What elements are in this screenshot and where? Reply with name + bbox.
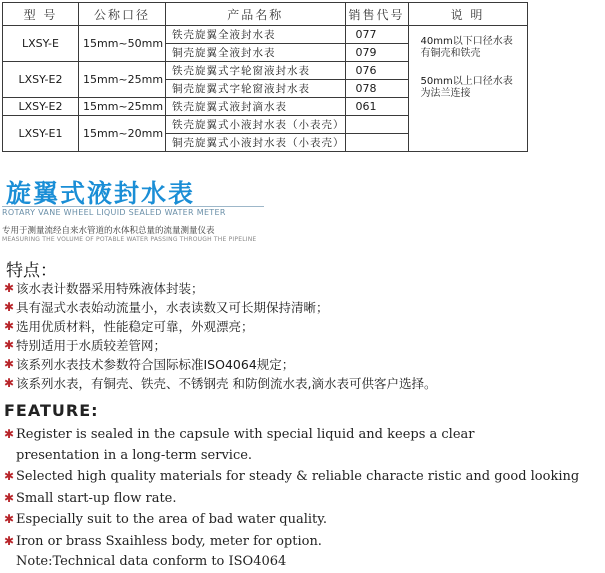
cell-sales-code bbox=[345, 116, 408, 134]
cell-model: LXSY-E bbox=[3, 26, 79, 62]
feature-text: Iron or brass Sxaihless body, meter for option. bbox=[16, 533, 322, 549]
list-item bbox=[4, 488, 579, 510]
asterisk-bullet-icon: ✱ bbox=[4, 281, 15, 295]
asterisk-bullet-icon: ✱ bbox=[4, 512, 15, 526]
list-item bbox=[4, 446, 579, 467]
cell-product-name: 铁壳旋翼式字轮窗液封水表 bbox=[166, 62, 346, 80]
cell-model: LXSY-E1 bbox=[3, 116, 79, 152]
feature-text: Register is sealed in the capsule with special liquid and keeps a clear bbox=[16, 427, 475, 442]
asterisk-bullet-icon: ✱ bbox=[4, 533, 15, 548]
cell-diameter: 15mm~50mm bbox=[79, 26, 166, 62]
list-item bbox=[4, 424, 579, 446]
list-item bbox=[4, 279, 436, 298]
cell-sales-code: 078 bbox=[345, 80, 408, 98]
header-product-name: 产品名称 bbox=[166, 3, 346, 26]
features-heading: 特点： bbox=[6, 261, 57, 281]
feature-text: Especially suit to the area of bad water quality. bbox=[16, 512, 328, 527]
list-item bbox=[4, 466, 579, 488]
cell-product-name: 铁壳旋翼式小液封水表（小表壳） bbox=[166, 116, 346, 134]
feature-text: 选用优质材料，性能稳定可靠，外观漂亮； bbox=[16, 319, 254, 334]
feature-text: 该系列水表技术参数符合国际标准ISO4064规定； bbox=[16, 357, 295, 372]
list-item bbox=[4, 355, 436, 374]
features-list bbox=[4, 279, 436, 393]
list-item bbox=[4, 298, 436, 317]
list-item bbox=[4, 509, 579, 531]
list-item bbox=[4, 374, 436, 393]
list-item bbox=[4, 531, 579, 553]
feature-heading-english: FEATURE: bbox=[4, 401, 99, 420]
cell-model: LXSY-E2 bbox=[3, 98, 79, 116]
cell-sales-code: 076 bbox=[345, 62, 408, 80]
cell-product-name: 铜壳旋翼式字轮窗液封水表 bbox=[166, 80, 346, 98]
features-list-english bbox=[4, 424, 579, 573]
header-model: 型 号 bbox=[3, 3, 79, 26]
cell-diameter: 15mm~25mm bbox=[79, 62, 166, 98]
cell-sales-code: 079 bbox=[345, 44, 408, 62]
feature-text: 具有湿式水表始动流量小，水表读数又可长期保持清晰； bbox=[16, 300, 329, 315]
feature-text: Small start-up flow rate. bbox=[16, 490, 177, 506]
asterisk-bullet-icon: ✱ bbox=[4, 300, 15, 314]
cell-product-name: 铁壳旋翼式液封滴水表 bbox=[166, 98, 346, 116]
table-header-row bbox=[3, 3, 528, 26]
product-subtitle: 专用于测量流经自来水管道的水体积总量的流量测量仪表 bbox=[2, 226, 215, 236]
header-diameter: 公称口径 bbox=[79, 3, 166, 26]
cell-product-name: 铜壳旋翼式小液封水表（小表壳） bbox=[166, 134, 346, 152]
cell-diameter: 15mm~25mm bbox=[79, 98, 166, 116]
list-item bbox=[4, 317, 436, 336]
table-row bbox=[3, 26, 528, 44]
cell-diameter: 15mm~20mm bbox=[79, 116, 166, 152]
cell-sales-code: 061 bbox=[345, 98, 408, 116]
asterisk-bullet-icon: ✱ bbox=[4, 319, 15, 333]
cell-sales-code: 077 bbox=[345, 26, 408, 44]
list-item bbox=[4, 552, 579, 573]
cell-model: LXSY-E2 bbox=[3, 62, 79, 98]
feature-text: Selected high quality materials for steady & reliable characte ristic and good looking bbox=[16, 469, 580, 484]
feature-text: presentation in a long-term service. bbox=[16, 447, 253, 463]
cell-notes bbox=[408, 26, 527, 152]
product-subtitle-english: MEASURING THE VOLUME OF POTABLE WATER PASSING THROUGH THE PIPELINE bbox=[2, 236, 257, 243]
asterisk-bullet-icon: ✱ bbox=[4, 376, 15, 390]
asterisk-bullet-icon: ✱ bbox=[4, 469, 15, 483]
list-item bbox=[4, 336, 436, 355]
cell-product-name: 铜壳旋翼全液封水表 bbox=[166, 44, 346, 62]
asterisk-bullet-icon: ✱ bbox=[4, 427, 15, 441]
feature-text: Note:Technical data conform to ISO4064 bbox=[16, 554, 287, 569]
product-title-english: ROTARY VANE WHEEL LIQUID SEALED WATER METER bbox=[2, 206, 264, 217]
feature-text: 该水表计数器采用特殊液体封装； bbox=[16, 281, 204, 296]
note-text: 40mm以下口径水表有铜壳和铁壳 bbox=[420, 36, 513, 59]
feature-text: 特别适用于水质较差管网； bbox=[16, 338, 167, 353]
cell-product-name: 铁壳旋翼全液封水表 bbox=[166, 26, 346, 44]
cell-sales-code bbox=[345, 134, 408, 152]
asterisk-bullet-icon: ✱ bbox=[4, 490, 15, 505]
spec-table bbox=[2, 2, 528, 152]
product-title: 旋翼式液封水表 bbox=[6, 179, 196, 208]
asterisk-bullet-icon: ✱ bbox=[4, 357, 15, 371]
feature-text: 该系列水表，有铜壳、铁壳、不锈钢壳 和防倒流水表,滴水表可供客户选择。 bbox=[16, 376, 437, 391]
header-sales-code: 销售代号 bbox=[345, 3, 408, 26]
asterisk-bullet-icon: ✱ bbox=[4, 338, 15, 352]
note-text: 50mm以上口径水表为法兰连接 bbox=[420, 76, 513, 99]
header-notes: 说 明 bbox=[408, 3, 527, 26]
